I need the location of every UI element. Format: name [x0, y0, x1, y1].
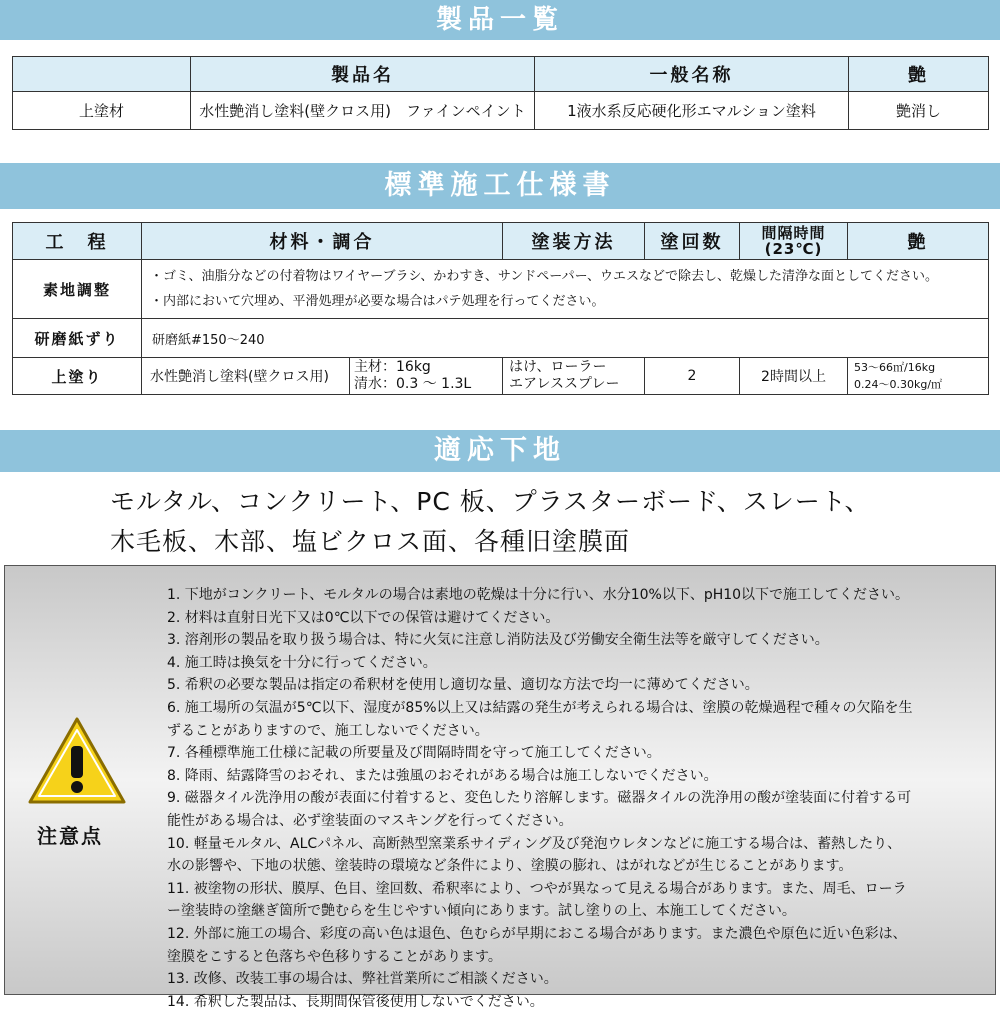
header-gloss: 艶	[849, 57, 989, 92]
sanding-label: 研磨紙ずり	[13, 319, 142, 358]
list-item: 10. 軽量モルタル、ALCパネル、高断熱型窯業系サイディング及び発泡ウレタンなどに施工する場合は、蓄熱したり、	[167, 835, 902, 852]
list-item: 12. 外部に施工の場合、彩度の高い色は退色、色むらが早期におこる場合があります。また濃色や原色に近い色彩は、	[167, 925, 907, 942]
header-material: 材料・調合	[142, 223, 503, 260]
topcoat-mix-main: 主材：16kg	[354, 359, 431, 375]
table-row	[13, 260, 989, 319]
header-process: 工 程	[13, 223, 142, 260]
caution-notes	[167, 584, 977, 1013]
list-item: 1. 下地がコンクリート、モルタルの場合は素地の乾燥は十分に行い、水分10%以下、pH10以下で施工してください。	[167, 587, 910, 603]
warning-triangle-icon	[27, 716, 127, 806]
list-item: 4. 施工時は換気を十分に行ってください。	[167, 654, 437, 671]
list-item: ー塗装時の塗継ぎ箇所で艶むらを生じやすい傾向にあります。試し塗りの上、本施工してください。	[167, 903, 796, 920]
list-item: 6. 施工場所の気温が5℃以下、湿度が85%以上又は結露の発生が考えられる場合は、塗膜の乾燥過程で種々の欠陥を生	[167, 699, 913, 716]
topcoat-coats: 2	[645, 358, 740, 395]
substrate-banner: 適応下地	[0, 430, 1000, 472]
caution-label: 注意点	[37, 824, 103, 848]
header-spec-gloss: 艶	[848, 223, 989, 260]
substrate-list	[110, 482, 990, 562]
list-item: 水の影響や、下地の状態、塗装時の環境など条件により、塗膜の膨れ、はがれなどが生じることがあります。	[167, 858, 853, 875]
product-gloss: 艶消し	[849, 92, 989, 130]
list-item: 9. 磁器タイル洗浄用の酸が表面に付着すると、変色したり溶解します。磁器タイルの洗浄用の酸が塗装面に付着する可	[167, 790, 912, 807]
list-item: 2. 材料は直射日光下又は0℃以下での保管は避けてください。	[167, 609, 560, 626]
header-blank	[13, 57, 191, 92]
table-row	[13, 92, 989, 130]
product-table	[12, 56, 989, 130]
spec-table	[12, 222, 989, 395]
list-item: ずることがありますので、施工しないでください。	[167, 722, 489, 739]
spec-banner: 標準施工仕様書	[0, 163, 1000, 209]
list-item: 3. 溶剤形の製品を取り扱う場合は、特に火気に注意し消防法及び労働安全衛生法等を厳守してください。	[167, 632, 829, 649]
table-row	[13, 319, 989, 358]
topcoat-spread-line2: 0.24～0.30kg/㎡	[854, 378, 943, 391]
header-interval-line2: (23℃)	[764, 240, 823, 258]
list-item: 14. 希釈した製品は、長期間保管後使用しないでください。	[167, 993, 544, 1010]
topcoat-spread-line1: 53～66㎡/16kg	[854, 361, 936, 374]
product-table-header	[13, 57, 989, 92]
prep-description	[142, 260, 989, 319]
list-item: 5. 希釈の必要な製品は指定の希釈材を使用し適切な量、適切な方法で均一に薄めてください。	[167, 677, 759, 694]
product-general-name: 1液水系反応硬化形エマルション塗料	[535, 92, 849, 130]
prep-label: 素地調整	[13, 260, 142, 319]
product-category: 上塗材	[13, 92, 191, 130]
topcoat-method	[503, 358, 645, 395]
table-row	[13, 358, 989, 395]
list-item: 11. 被塗物の形状、膜厚、色目、塗回数、希釈率により、つやが異なって見える場合があります。また、周毛、ローラ	[167, 880, 907, 897]
topcoat-method-line2: エアレススプレー	[509, 376, 620, 392]
spec-table-header	[13, 223, 989, 260]
topcoat-mix	[350, 358, 503, 395]
topcoat-mix-water: 清水：0.3 ～ 1.3L	[354, 376, 472, 392]
header-coats: 塗回数	[645, 223, 740, 260]
list-item: 塗膜をこすると色落ちや色移りすることがあります。	[167, 948, 502, 965]
product-name: 水性艶消し塗料(壁クロス用) ファインペイント	[191, 92, 535, 130]
header-general-name: 一般名称	[535, 57, 849, 92]
header-method: 塗装方法	[503, 223, 645, 260]
sanding-value: 研磨紙#150～240	[142, 319, 989, 358]
header-interval	[740, 223, 848, 260]
substrate-line-2: 木毛板、木部、塩ビクロス面、各種旧塗膜面	[110, 527, 631, 556]
topcoat-label: 上塗り	[13, 358, 142, 395]
list-item: 13. 改修、改装工事の場合は、弊社営業所にご相談ください。	[167, 971, 558, 988]
product-list-banner: 製品一覧	[0, 0, 1000, 40]
prep-bullet-2: ・内部において穴埋め、平滑処理が必要な場合はパテ処理を行ってください。	[150, 294, 605, 309]
list-item: 7. 各種標準施工仕様に記載の所要量及び間隔時間を守って施工してください。	[167, 745, 661, 762]
topcoat-interval: 2時間以上	[740, 358, 848, 395]
list-item: 能性がある場合は、必ず塗装面のマスキングを行ってください。	[167, 812, 573, 829]
topcoat-spread	[848, 358, 989, 395]
topcoat-method-line1: はけ、ローラー	[509, 359, 607, 375]
list-item: 8. 降雨、結露降雪のおそれ、または強風のおそれがある場合は施工しないでください。	[167, 767, 718, 784]
substrate-line-1: モルタル、コンクリート、PC 板、プラスターボード、スレート、	[110, 487, 871, 516]
caution-panel	[4, 565, 996, 1010]
prep-bullet-1: ・ゴミ、油脂分などの付着物はワイヤーブラシ、かわすき、サンドペーパー、ウエスなどで除去し、乾燥した清浄な面としてください。	[150, 269, 939, 284]
header-interval-line1: 間隔時間	[761, 224, 826, 242]
header-product-name: 製品名	[191, 57, 535, 92]
topcoat-material: 水性艶消し塗料(壁クロス用)	[142, 358, 350, 395]
